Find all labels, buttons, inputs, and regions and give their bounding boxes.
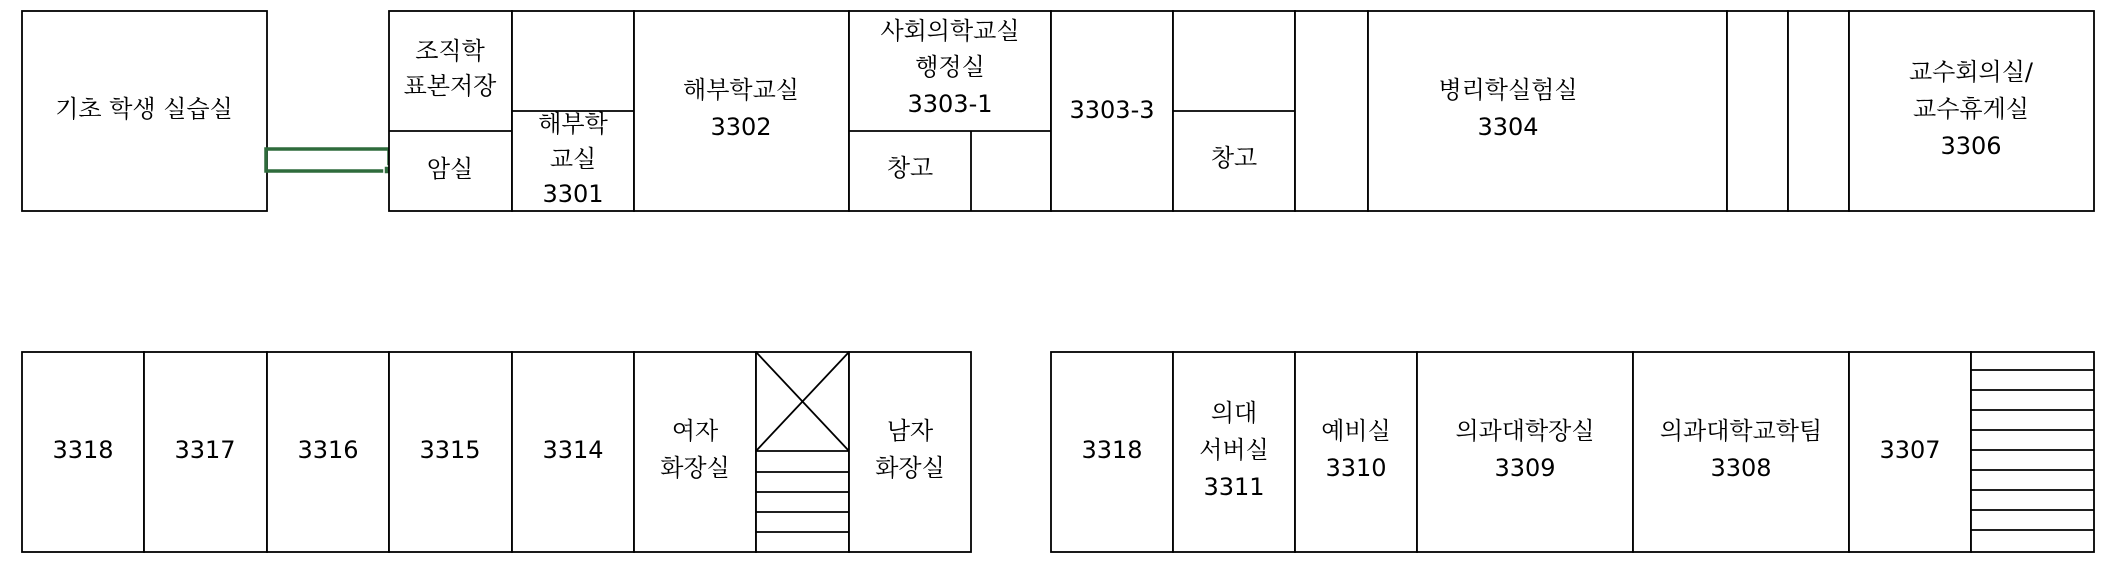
label-womens-restroom-1: 여자 xyxy=(671,417,719,445)
label-3316: 3316 xyxy=(297,436,359,464)
room-mens-restroom[interactable] xyxy=(849,352,971,552)
label-3302-line1: 해부학교실 xyxy=(683,76,799,104)
label-3311-line1: 의대 xyxy=(1210,399,1258,427)
room-womens-restroom[interactable] xyxy=(634,352,756,552)
label-3309-line1: 의과대학장실 xyxy=(1455,417,1595,445)
room-3308[interactable] xyxy=(1633,352,1849,552)
label-3308-line2: 3308 xyxy=(1710,454,1772,482)
label-3306-line1: 교수회의실/ xyxy=(1908,58,2034,86)
label-womens-restroom-2: 화장실 xyxy=(660,454,730,482)
label-storage-a: 창고 xyxy=(886,154,934,182)
room-3304[interactable] xyxy=(1368,11,1727,211)
label-3318-left: 3318 xyxy=(52,436,114,464)
label-mens-restroom-1: 남자 xyxy=(886,417,934,445)
room-small-2[interactable] xyxy=(1727,11,1788,211)
label-3303-3: 3303-3 xyxy=(1069,96,1155,124)
room-3302[interactable] xyxy=(634,11,849,211)
label-basic-student-lab: 기초 학생 실습실 xyxy=(55,95,233,123)
label-3303-1-line1: 사회의학교실 xyxy=(880,17,1020,45)
label-3315: 3315 xyxy=(419,436,481,464)
label-3301-line1: 해부학 xyxy=(538,110,608,138)
label-3306-line2: 교수휴게실 xyxy=(1913,95,2029,123)
label-3317: 3317 xyxy=(174,436,236,464)
label-3304-line2: 3304 xyxy=(1477,113,1539,141)
room-small-1[interactable] xyxy=(1295,11,1368,211)
label-storage-b: 창고 xyxy=(1210,144,1258,172)
label-specimen-storage-1: 조직학 xyxy=(415,37,485,65)
label-3314: 3314 xyxy=(542,436,604,464)
elevator-stair-core xyxy=(756,352,849,552)
label-darkroom: 암실 xyxy=(426,155,474,183)
label-3303-1-line2: 행정실 xyxy=(915,53,985,81)
label-specimen-storage-2: 표본저장 xyxy=(403,72,497,100)
stairwell-right xyxy=(1971,352,2094,552)
label-3308-line1: 의과대학교학팀 xyxy=(1659,417,1823,445)
label-3310-line1: 예비실 xyxy=(1321,417,1391,445)
room-small-3[interactable] xyxy=(1788,11,1849,211)
label-3318-right: 3318 xyxy=(1081,436,1143,464)
label-3304-line1: 병리학실험실 xyxy=(1438,76,1578,104)
label-3301-line3: 3301 xyxy=(542,180,604,208)
label-3306-line3: 3306 xyxy=(1940,132,2002,160)
label-mens-restroom-2: 화장실 xyxy=(875,454,945,482)
label-3302-line2: 3302 xyxy=(710,113,772,141)
label-3307: 3307 xyxy=(1879,436,1941,464)
label-3310-line2: 3310 xyxy=(1325,454,1387,482)
room-3309[interactable] xyxy=(1417,352,1633,552)
label-3303-1-line3: 3303-1 xyxy=(907,90,993,118)
label-3309-line2: 3309 xyxy=(1494,454,1556,482)
room-3310[interactable] xyxy=(1295,352,1417,552)
label-3311-line2: 서버실 xyxy=(1199,436,1269,464)
label-3301-line2: 교실 xyxy=(549,145,597,173)
selection-box[interactable] xyxy=(266,149,389,171)
label-3311-line3: 3311 xyxy=(1203,473,1265,501)
